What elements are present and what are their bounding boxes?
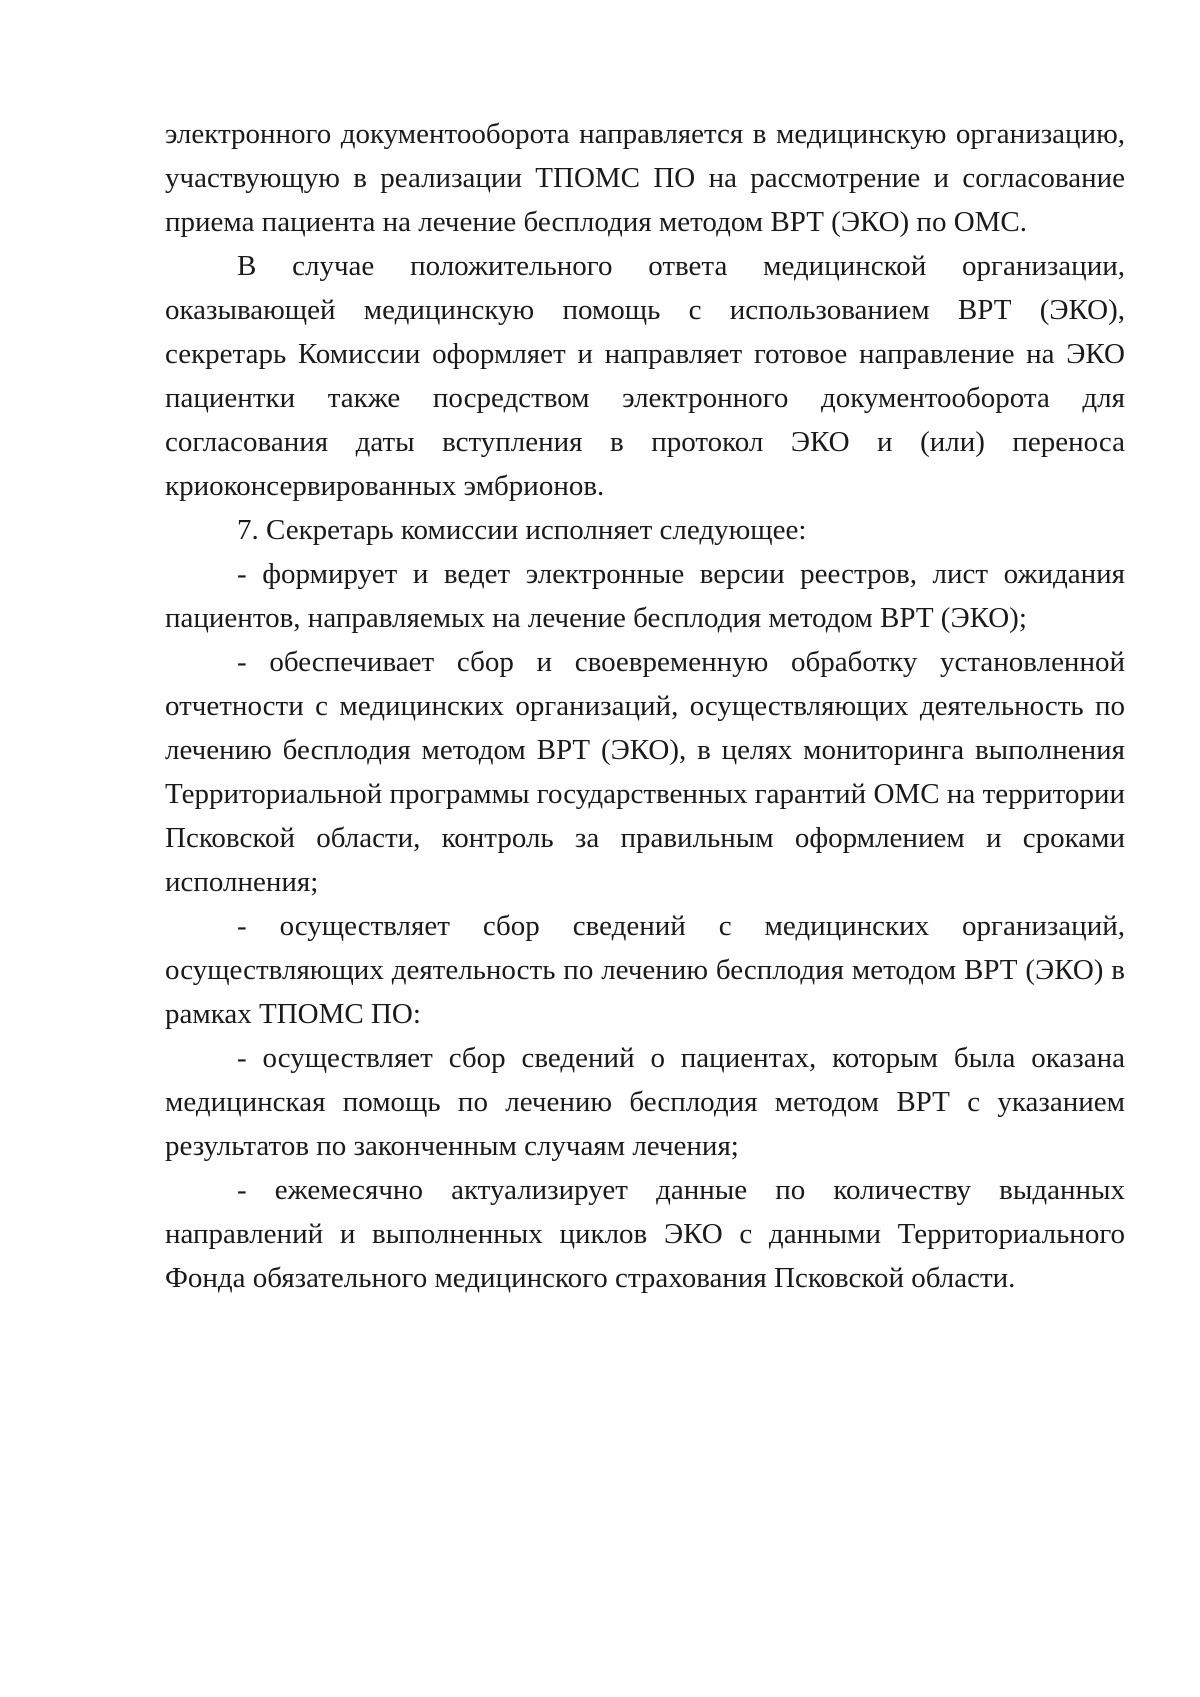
paragraph-duty-collect-patients: - осуществляет сбор сведений о пациентах, которым была оказана медицинская помощь по лечению бесплодия методом ВРТ с указанием результатов по законченным случаям лечения; [165,1042,1125,1162]
paragraph-continuation: электронного документооборота направляется в медицинскую организацию, участвующую в реализации ТПОМС ПО на рассмотрение и согласование приема пациента на лечение бесплодия методом ВРТ (ЭКО) по ОМС. [165,118,1125,238]
paragraph-duty-registers: - формирует и ведет электронные версии реестров, лист ожидания пациентов, направляемых на лечение бесплодия методом ВРТ (ЭКО); [165,558,1125,634]
paragraph-positive-response: В случае положительного ответа медицинской организации, оказывающей медицинскую помощь с использованием ВРТ (ЭКО), секретарь Комиссии оформляет и направляет готовое направление на ЭКО пациентки также посредством электронного документооборота для согласования даты вступления в протокол ЭКО и (или) переноса криоконсервированных эмбрионов. [165,250,1125,502]
document-body [165,112,1125,1300]
paragraph-duty-collect-organizations: - осуществляет сбор сведений с медицинских организаций, осуществляющих деятельность по лечению бесплодия методом ВРТ (ЭКО) в рамках ТПОМС ПО: [165,910,1125,1030]
paragraph-duty-reporting: - обеспечивает сбор и своевременную обработку установленной отчетности с медицинских организаций, осуществляющих деятельность по лечению бесплодия методом ВРТ (ЭКО), в целях мониторинга выполнения Территориальной программы государственных гарантий ОМС на территории Псковской области, контроль за правильным оформлением и сроками исполнения; [165,646,1125,898]
paragraph-duty-monthly-update: - ежемесячно актуализирует данные по количеству выданных направлений и выполненных циклов ЭКО с данными Территориального Фонда обязательного медицинского страхования Псковской области. [165,1174,1125,1294]
paragraph-secretary-duties-heading: 7. Секретарь комиссии исполняет следующее: [237,514,807,546]
